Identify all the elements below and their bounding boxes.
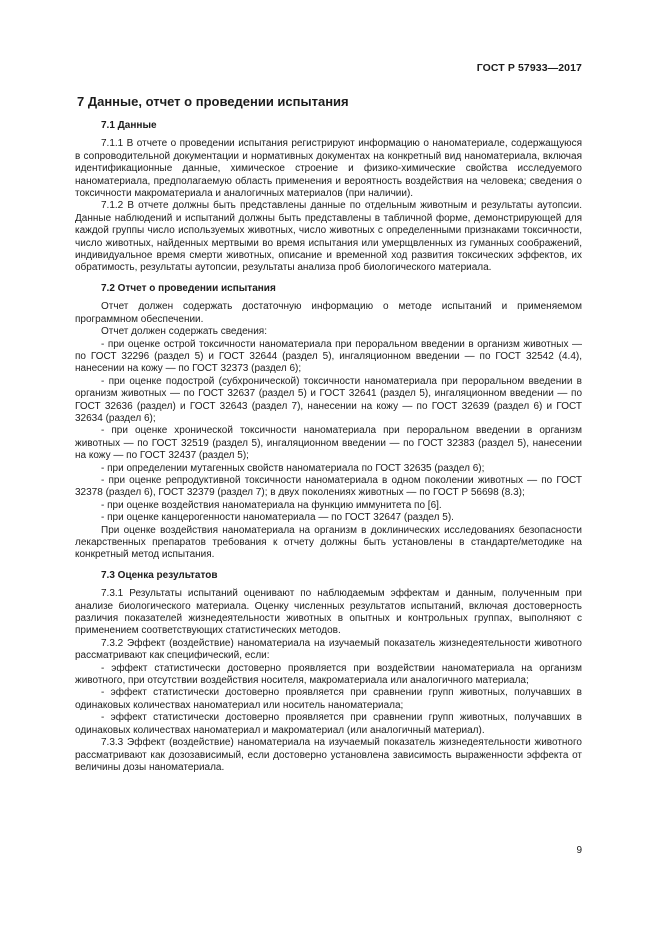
list-item: - при оценке хронической токсичности наноматериала при пероральном введении в организм животных — по ГОСТ 32519 (раздел 5), ингаляционном введении — по ГОСТ 32383 (раздел 5), нанесении на кожу — по ГОСТ 32437 (раздел 5); xyxy=(75,425,582,462)
list-item: - при оценке репродуктивной токсичности наноматериала в одном поколении животных — по ГОСТ 32378 (раздел 6), ГОСТ 32379 (раздел 7); в двух поколениях животных — по ГОСТ Р 56698 (8.3); xyxy=(75,474,582,499)
paragraph-7-2-list-lead: Отчет должен содержать сведения: xyxy=(101,326,267,338)
list-item: - эффект статистически достоверно проявляется при воздействии наноматериала на организм животного, при отсутствии воздействия носителя, макроматериала или аналогичного материала; xyxy=(75,662,582,687)
list-item: - эффект статистически достоверно проявляется при сравнении групп животных, получавших в одинаковых количествах наноматериал или носитель наноматериала; xyxy=(75,687,582,711)
subsection-title-7-3: 7.3 Оценка результатов xyxy=(101,569,218,581)
list-item: - эффект статистически достоверно проявляется при сравнении групп животных, получавших в одинаковых количествах наноматериал и макроматериал (или аналогичный материал). xyxy=(75,712,582,736)
list-item: - при определении мутагенных свойств наноматериала по ГОСТ 32635 (раздел 6); xyxy=(101,462,485,474)
paragraph-7-2-intro: Отчет должен содержать достаточную информацию о методе испытаний и применяемом программном обеспечении. xyxy=(75,301,582,325)
subsection-title-7-1: 7.1 Данные xyxy=(101,120,157,131)
paragraph-7-2-preclinical: При оценке воздействия наноматериала на организм в доклинических исследованиях безопасности лекарственных препаратов требования к отчету должны быть установлены в стандарте/методике на конкретный метод испытания. xyxy=(75,524,582,561)
paragraph-7-3-1: 7.3.1 Результаты испытаний оценивают по наблюдаемым эффектам и данным, полученным при анализе биологического материала. Оценку численных результатов испытаний, включая достоверность различия показателей жизнедеятельности животных в опытных и контрольных группах, выполняют с применением соответствующих статистических методов. xyxy=(75,588,582,637)
list-item: - при оценке воздействия наноматериала на функцию иммунитета по [6]. xyxy=(101,499,442,511)
paragraph-7-1-2: 7.1.2 В отчете должны быть представлены данные по отдельным животным и результаты аутопсии. Данные наблюдений и испытаний должны быть представлены в табличной форме, демонстрирующей для каждой группы число используемых животных, число животных с определенными признаками токсичности, число животных, найденных мертвыми во время испытания или умерщвленных из гуманных соображений, индивидуальное время смерти животных, описание и временной ход развития токсических эффектов, их обратимость, результаты аутопсии, результаты анализа проб биологического материала. xyxy=(75,200,582,274)
paragraph-7-1-1: 7.1.1 В отчете о проведении испытания регистрируют информацию о наноматериале, содержащуюся в сопроводительной документации и нормативных документах на конкретный вид наноматериала, включая идентификационные данные, химическое строение и физико-химические свойства исследуемого наноматериала, предполагаемую область применения и вероятность воздействия на человека; сведения о токсичности макроматериала и аналогичных материалов (при наличии). xyxy=(75,138,582,200)
page-number: 9 xyxy=(576,845,582,856)
subsection-title-7-2: 7.2 Отчет о проведении испытания xyxy=(101,282,276,294)
list-item: - при оценке канцерогенности наноматериала — по ГОСТ 32647 (раздел 5). xyxy=(101,512,454,524)
list-item: - при оценке подострой (субхронической) токсичности наноматериала при пероральном введении в организм животных — по ГОСТ 32637 (раздел 5) и ГОСТ 32641 (раздел 5), ингаляционном введении — по ГОСТ 32636 (раздел) и ГОСТ 32643 (раздел 7), нанесении на кожу — по ГОСТ 32639 (раздел 6) и ГОСТ 32634 (раздел 6); xyxy=(75,375,582,424)
list-item: - при оценке острой токсичности наноматериала при пероральном введении в организм животных — по ГОСТ 32296 (раздел 5) и ГОСТ 32644 (раздел 5), ингаляционном введении — по ГОСТ 32542 (4.4), нанесении на кожу — по ГОСТ 32373 (раздел 6); xyxy=(75,338,582,375)
document-code: ГОСТ Р 57933—2017 xyxy=(476,62,582,74)
section-title: 7 Данные, отчет о проведении испытания xyxy=(77,94,349,109)
paragraph-7-3-3: 7.3.3 Эффект (воздействие) наноматериала на изучаемый показатель жизнедеятельности животного рассматривают как дозозависимый, если достоверно установлена зависимость выраженности эффекта от величины дозы наноматериала. xyxy=(75,737,582,773)
paragraph-7-3-2: 7.3.2 Эффект (воздействие) наноматериала на изучаемый показатель жизнедеятельности животного рассматривают как специфический, если: xyxy=(75,637,582,662)
page-content xyxy=(75,90,582,774)
